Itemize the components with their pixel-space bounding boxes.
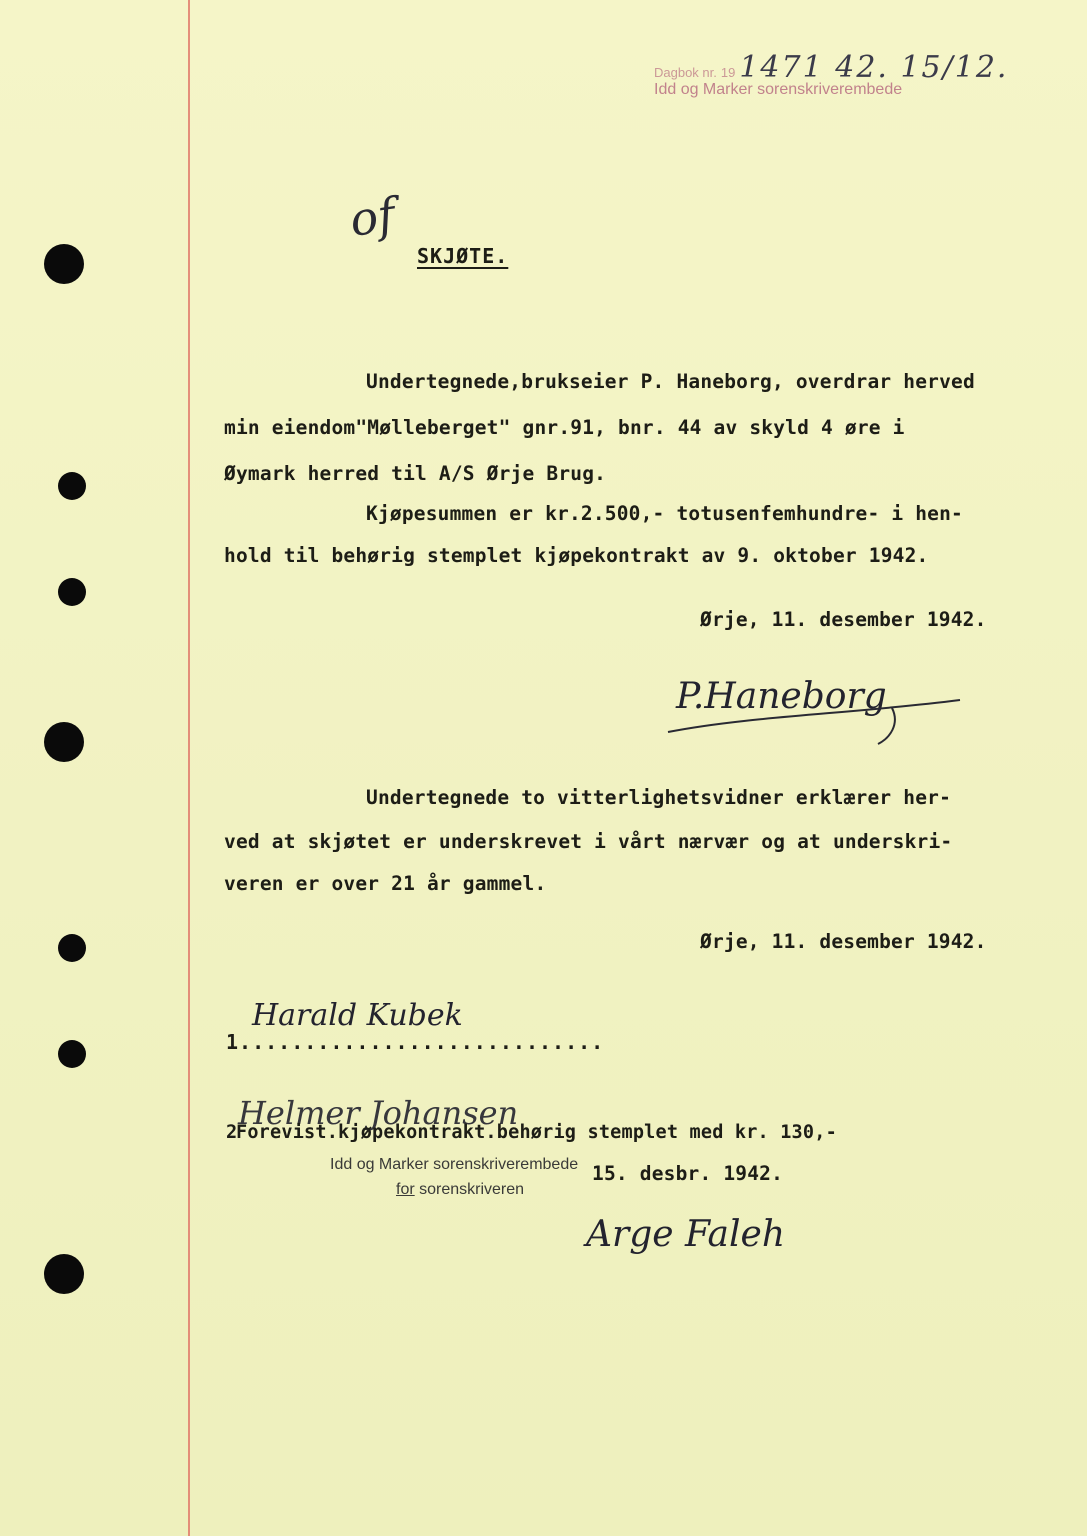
body-line: hold til behørig stemplet kjøpekontrakt av 9. oktober 1942. bbox=[224, 544, 929, 567]
place-date: Ørje, 11. desember 1942. bbox=[700, 608, 987, 631]
stamp-for-rest: sorenskriveren bbox=[419, 1181, 525, 1198]
witness-2-number: 2 bbox=[226, 1122, 238, 1143]
endorsement-line: Forevist.kjøpekontrakt.behørig stemplet med kr. 130,- bbox=[236, 1122, 837, 1143]
signature-flourish bbox=[660, 690, 990, 750]
witness-2-signature: Helmer Johansen bbox=[238, 1094, 519, 1132]
place-date: Ørje, 11. desember 1942. bbox=[700, 930, 987, 953]
punch-hole bbox=[44, 722, 84, 762]
punch-hole bbox=[58, 578, 86, 606]
punch-hole bbox=[44, 1254, 84, 1294]
punch-hole bbox=[58, 1040, 86, 1068]
margin-rule bbox=[188, 0, 190, 1536]
witness-1-dots: ............................ bbox=[239, 1030, 605, 1054]
year-prefix: 19 bbox=[720, 65, 736, 80]
witness-line: veren er over 21 år gammel. bbox=[224, 872, 547, 895]
witness-1-number: 1 bbox=[226, 1030, 240, 1054]
dagbok-label: Dagbok nr. bbox=[654, 65, 717, 80]
registry-number: 1471 42. 15/12. bbox=[739, 50, 1009, 85]
body-line: Kjøpesummen er kr.2.500,- totusenfemhundre- i hen- bbox=[366, 502, 963, 525]
office-stamp bbox=[330, 1152, 578, 1202]
body-line: Øymark herred til A/S Ørje Brug. bbox=[224, 462, 607, 485]
document-title: SKJØTE. bbox=[417, 244, 509, 268]
margin-initial: of bbox=[346, 187, 399, 247]
witness-line: ved at skjøtet er underskrevet i vårt nærvær og at underskri- bbox=[224, 830, 953, 853]
body-line: min eiendom"Mølleberget" gnr.91, bnr. 44 av skyld 4 øre i bbox=[224, 416, 905, 439]
stamp-for-line bbox=[330, 1177, 578, 1202]
seller-signature: P.Haneborg bbox=[676, 676, 887, 717]
registry-office: Idd og Marker sorenskriverembede bbox=[654, 81, 903, 98]
witness-line: Undertegnede to vitterlighetsvidner erklærer her- bbox=[366, 786, 952, 809]
witness-1-line bbox=[226, 1030, 604, 1054]
punch-hole bbox=[58, 934, 86, 962]
punch-hole bbox=[44, 244, 84, 284]
body-line: Undertegnede,brukseier P. Haneborg, overdrar herved bbox=[366, 370, 975, 393]
official-signature: Arge Faleh bbox=[586, 1214, 786, 1255]
endorsement-date: 15. desbr. 1942. bbox=[592, 1162, 784, 1185]
punch-hole bbox=[58, 472, 86, 500]
witness-1-signature: Harald Kubek bbox=[252, 998, 463, 1033]
stamp-for-prefix: for bbox=[396, 1181, 415, 1198]
stamp-office: Idd og Marker sorenskriverembede bbox=[330, 1156, 579, 1173]
registry-stamp bbox=[654, 50, 1008, 99]
